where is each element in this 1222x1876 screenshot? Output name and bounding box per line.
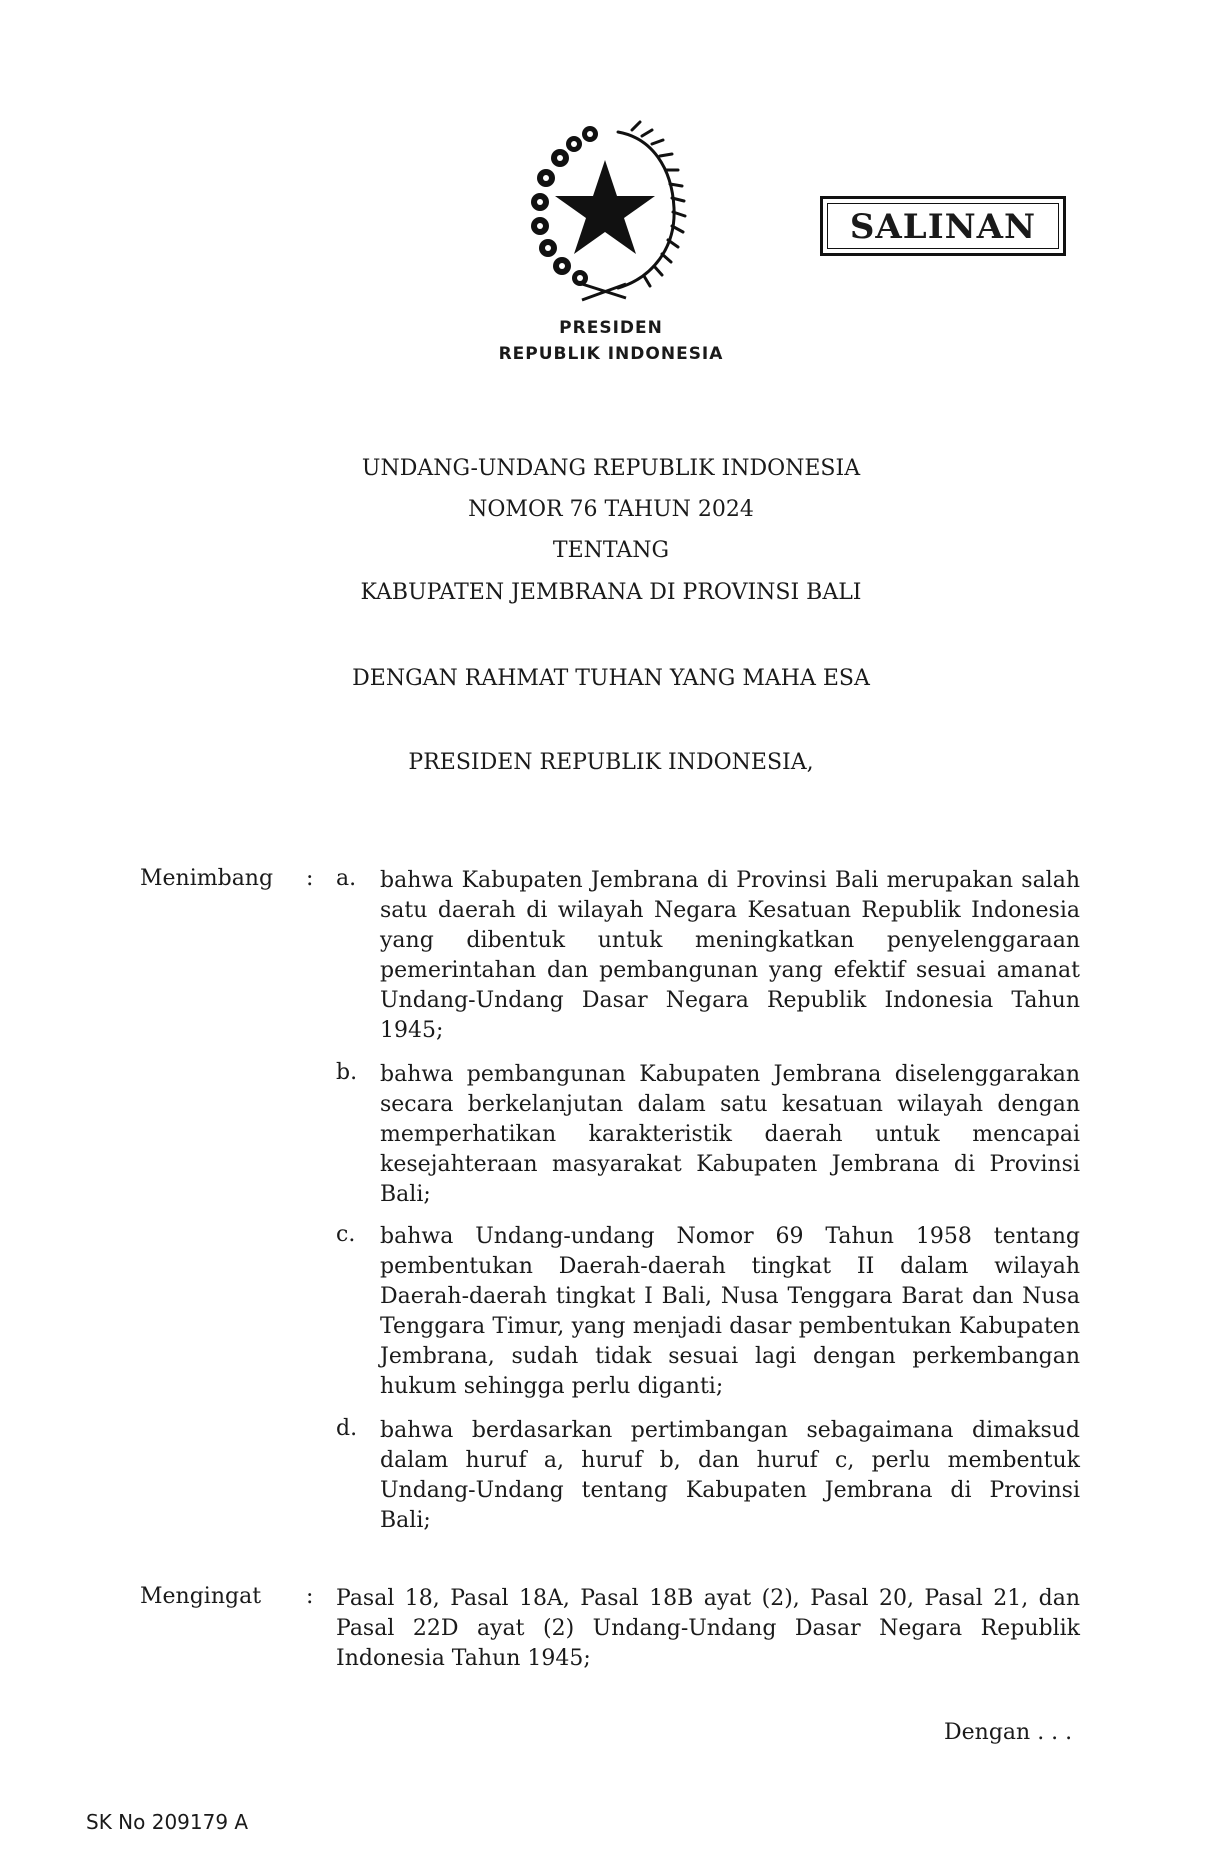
- menimbang-item-a-text: bahwa Kabupaten Jembrana di Provinsi Bali merupakan salah satu daerah di wilayah Negara Kesatuan Republik Indonesia yang dibentuk untuk meningkatkan penyelenggaraan pemerintahan dan pembangunan yang efektif sesuai amanat Undang-Undang Dasar Negara Republik Indonesia Tahun 1945;: [380, 868, 1080, 1043]
- office-line-republik-indonesia: REPUBLIK INDONESIA: [498, 344, 724, 364]
- garuda-star-emblem-icon: [522, 118, 688, 310]
- menimbang-label: Menimbang: [140, 866, 274, 891]
- menimbang-colon: :: [306, 866, 314, 891]
- salinan-stamp-text: SALINAN: [849, 207, 1037, 247]
- menimbang-item-b-text: bahwa pembangunan Kabupaten Jembrana diselenggarakan secara berkelanjutan dalam satu kesatuan wilayah dengan memperhatikan karakteristik daerah untuk mencapai kesejahteraan masyarakat Kabupaten Jembrana di Provinsi Bali;: [380, 1062, 1080, 1207]
- menimbang-item-c-letter: c.: [336, 1222, 356, 1247]
- law-title-line-1: UNDANG-UNDANG REPUBLIK INDONESIA: [361, 456, 861, 481]
- menimbang-item-d-text: bahwa berdasarkan pertimbangan sebagaimana dimaksud dalam huruf a, huruf b, dan huruf c, perlu membentuk Undang-Undang tentang Kabupaten Jembrana di Provinsi Bali;: [380, 1418, 1080, 1533]
- authority-line: PRESIDEN REPUBLIK INDONESIA,: [408, 750, 814, 775]
- menimbang-item-c-text: bahwa Undang-undang Nomor 69 Tahun 1958 tentang pembentukan Daerah-daerah tingkat II dalam wilayah Daerah-daerah tingkat I Bali, Nusa Tenggara Barat dan Nusa Tenggara Timur, yang menjadi dasar pembentukan Kabupaten Jembrana, sudah tidak sesuai lagi dengan perkembangan hukum sehingga perlu diganti;: [380, 1224, 1080, 1399]
- law-title-tentang: TENTANG: [552, 538, 670, 563]
- continuation-catchword: Dengan . . .: [944, 1720, 1073, 1745]
- invocation-line: DENGAN RAHMAT TUHAN YANG MAHA ESA: [352, 666, 870, 691]
- law-title-subject: KABUPATEN JEMBRANA DI PROVINSI BALI: [360, 580, 862, 605]
- mengingat-label: Mengingat: [140, 1584, 262, 1609]
- menimbang-item-a-letter: a.: [336, 866, 357, 891]
- sk-number: SK No 209179 A: [86, 1810, 249, 1834]
- menimbang-item-b-letter: b.: [336, 1060, 358, 1085]
- mengingat-text: Pasal 18, Pasal 18A, Pasal 18B ayat (2), Pasal 20, Pasal 21, dan Pasal 22D ayat (2) Undang-Undang Dasar Negara Republik Indonesia Tahun 1945;: [336, 1586, 1080, 1671]
- law-title-number: NOMOR 76 TAHUN 2024: [468, 497, 754, 522]
- office-line-presiden: PRESIDEN: [559, 318, 663, 338]
- mengingat-colon: :: [306, 1584, 314, 1609]
- menimbang-item-d-letter: d.: [336, 1416, 358, 1441]
- salinan-stamp: [820, 196, 1066, 256]
